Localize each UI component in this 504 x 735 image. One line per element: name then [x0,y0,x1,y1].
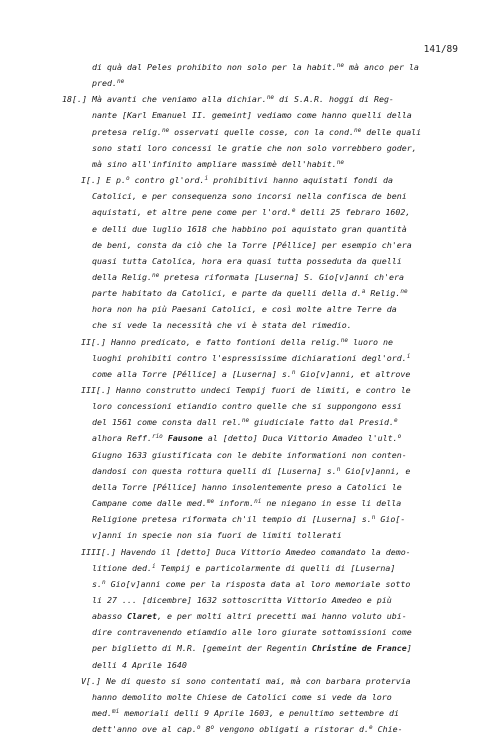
line-text: li 27 ... [dicembre] 1632 sottoscritta Vittorio Amedeo e più [92,594,392,605]
superscript-abbrev: e [291,207,296,215]
superscript-abbrev: o [196,724,201,732]
text-line [92,449,407,461]
line-text: hora non ha più Paesani Catolici, e così molte altre Terre da [92,304,397,315]
superscript-abbrev: o [210,724,215,732]
superscript-abbrev: ne [400,288,408,296]
bold-name: Christine de France [311,643,407,654]
line-text: de beni, consta da ciò che la Torre [Péllice] per esempio ch'era [92,239,412,250]
superscript-abbrev: ne [354,126,362,134]
text-line [92,465,410,477]
text-line [92,126,421,138]
text-line [92,691,392,703]
superscript-abbrev: ne [340,336,348,344]
text-line [92,352,410,364]
line-text: sono stati loro concessi le gratie che non solo vorrebbero goder, [92,142,417,153]
line-text: alhora Reff. [92,433,152,444]
line-text: Gio[v]anni, et altrove [295,368,411,379]
line-text: Giugno 1633 giustificata con le debite informationi non conten- [92,449,407,460]
line-text: IIII[.] Havendo il [detto] Duca Vittorio Amedeo comandato la demo- [81,546,411,557]
text-line [92,303,397,315]
line-text: pretesa relig. [92,126,162,137]
line-text: Campane come dalle med. [92,498,207,509]
superscript-abbrev: ne [336,158,344,166]
superscript-abbrev: n [291,368,296,376]
line-text: mà sino all'infinito ampliare massimè dell'habit. [92,158,337,169]
line-text: Gio[v]anni come per la risposta data al loro memoriale sotto [105,578,411,589]
superscript-abbrev: ne [241,417,250,425]
line-text: e delli due luglio 1618 che habbino poi aquistato gran quantità [92,223,407,234]
line-text: Catolici, e per consequenza sono incorsi nella confisca de beni [92,191,407,202]
text-line [92,529,342,541]
line-text: al [detto] Duca Vittorio Amadeo l'ult. [202,433,398,444]
line-text: del 1561 come consta dall rel. [92,417,242,428]
text-line [92,562,395,574]
line-text: che si vede la necessità che vi è stata del rimedio. [92,320,352,331]
line-text: II[.] Hanno predicato, e fatto fontioni della relig. [81,336,341,347]
line-text: Gio[v]anni, e [340,465,411,476]
superscript-abbrev: n [336,465,341,473]
line-text: ne niegano in esse li della [261,498,402,509]
superscript-abbrev: e [369,724,373,732]
text-line [81,675,411,687]
line-text: della Relig. [92,271,152,282]
text-line [92,432,401,444]
line-text: Gio[- [375,514,406,525]
line-text: mà anco per la [344,62,419,72]
line-text: nante [Karl Emanuel II. gemeint] vediamo come hanno quelli della [92,110,412,121]
line-text: parte habitato da Catolici, e parte da quelli della d. [92,288,362,299]
line-text: pred. [92,78,117,89]
text-line [92,255,402,267]
line-text: di S.A.R. hoggi di Reg- [274,94,394,105]
superscript-abbrev: i [406,352,411,360]
line-text: luoro ne [347,336,393,347]
superscript-abbrev: ne [161,126,170,134]
line-text: pretesa riformata [Luserna] S. Gio[v]anni ch'era [159,271,404,282]
superscript-abbrev: ne [116,78,125,86]
superscript-abbrev: o [125,175,130,183]
line-text: , e per molti altri precetti mai hanno voluto ubi- [156,611,407,622]
text-line [92,594,392,606]
text-line [92,368,410,380]
line-text: I[.] E p. [81,175,126,186]
text-line [92,400,402,412]
superscript-abbrev: e [393,417,398,425]
line-text: Religione pretesa riformata ch'il tempio di [Luserna] s. [92,514,372,525]
line-text: di quà dal Peles prohibito non solo per la habit. [92,62,337,72]
text-line [92,481,402,493]
line-text: della Torre [Péllice] hanno insolentemente preso a Catolici le [92,481,402,492]
superscript-abbrev: ni [254,498,262,506]
line-text: dire contravenendo etiamdio alle loro giurate sottomissioni come [92,627,412,638]
line-text: hanno demolito molte Chiese de Catolici come si vede da loro [92,691,392,702]
line-text: vengono obligati a ristorar d. [214,724,370,735]
text-line [92,239,412,251]
text-line [81,174,393,186]
text-line [92,109,412,121]
superscript-abbrev: o [397,433,402,441]
line-text: delli 4 Aprile 1640 [92,659,187,670]
line-text: aquistati, et altre pene come per l'ord. [92,207,292,218]
text-line [92,578,410,590]
text-line [92,319,352,331]
text-line [92,158,344,170]
text-line [81,546,411,558]
text-line [92,416,398,428]
line-text: V[.] Ne di questo si sono contentati mai, mà con barbara protervia [81,675,411,686]
text-line [81,336,393,348]
superscript-abbrev: n [102,578,106,586]
text-line [92,642,412,654]
text-line [92,287,408,299]
page-number: 141/89 [423,44,458,55]
line-text: delle quali [361,126,422,137]
line-text: per biglietto di M.R. [gemeint der Regentin [92,643,312,654]
line-text: abasso [92,611,127,622]
text-line [81,384,411,396]
text-line [92,271,404,283]
line-text: memoriali delli 9 Aprile 1603, e penultimo settembre di [119,708,399,718]
line-text: loro concessioni etiandio contro quelle che si suppongono essi [92,401,402,412]
text-line [92,723,403,735]
line-text: III[.] Hanno construtto undeci Tempij fuori de limiti, e contro le [81,385,411,395]
text-line [92,77,124,89]
text-line [92,610,407,622]
line-text: contro gl'ord. [129,175,205,186]
superscript-abbrev: n [371,514,376,522]
line-text: delli 25 febraro 1602, [295,207,411,218]
line-text: Relig. [365,288,401,299]
superscript-abbrev: i [204,175,209,183]
superscript-abbrev: rio [151,433,163,441]
line-text: prohibitivi hanno aquistati fondi da [208,175,393,186]
line-text: med. [92,708,112,718]
line-text: giudiciale fatto dal Presid. [249,417,394,428]
line-text: Chie- [372,724,403,735]
line-text: dett'anno ove al cap. [92,724,197,735]
line-text: quasi tutta Catolica, hora era quasi tutta posseduta da quelli [92,255,402,266]
line-text: osservati quelle cosse, con la cond. [169,126,354,137]
text-line [92,707,399,719]
text-line [92,142,417,154]
text-line [92,626,412,638]
text-line [92,223,407,235]
superscript-abbrev: a [361,288,366,296]
line-text: litione ded. [92,562,152,573]
line-text: dandosi con questa rottura quelli di [Luserna] s. [92,465,337,476]
line-text: v]anni in specie non sia fuori de limiti tollerati [92,530,342,541]
superscript-abbrev: i [151,562,156,570]
line-text: ] [406,643,412,654]
line-text: Tempij e particolarmente di quelli di [Luserna] [155,562,396,573]
line-text: s. [92,578,102,589]
text-line [92,659,187,671]
line-text: 18[.] Mà avanti che veniamo alla dichiar. [62,94,267,105]
text-line [92,190,407,202]
line-text: inform. [214,498,255,509]
line-text: come alla Torre [Péllice] a [Luserna] s. [92,368,292,379]
text-line [92,61,419,73]
text-line [92,206,410,218]
superscript-abbrev: ne [266,94,275,102]
superscript-abbrev: ne [151,271,160,279]
line-text: 8 [200,724,211,735]
bold-name: Claret [126,611,157,622]
superscript-abbrev: ne [336,62,344,69]
superscript-abbrev: me [206,498,215,506]
line-text: luoghi prohibiti contro l'espressissime dichiarationi degl'ord. [92,352,407,363]
text-line [62,93,394,105]
text-line [92,497,401,509]
bold-name: Fausone [167,433,203,444]
superscript-abbrev: mi [111,708,120,715]
text-line [92,513,405,525]
